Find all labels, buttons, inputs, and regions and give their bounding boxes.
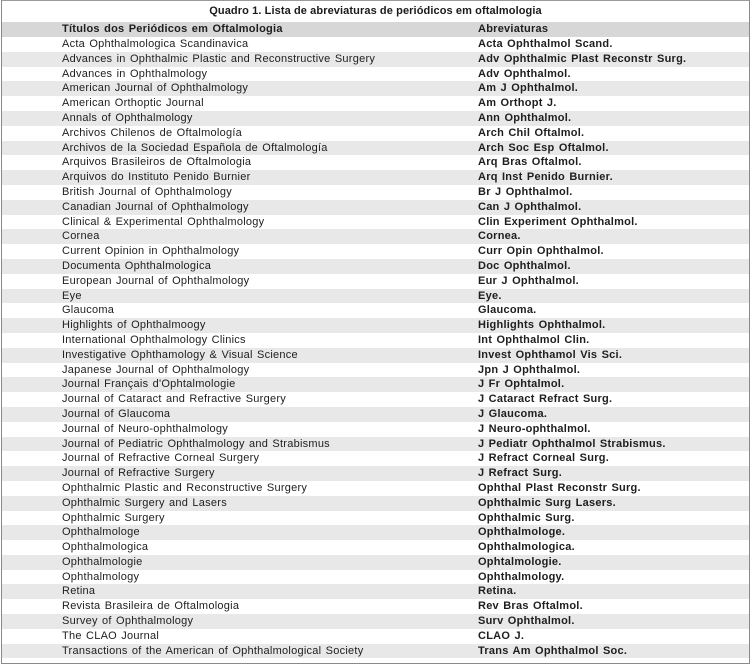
abbreviation-cell: J Glaucoma. <box>478 407 548 420</box>
abbreviation-cell: Jpn J Ophthalmol. <box>478 363 581 376</box>
table-row <box>2 289 749 304</box>
abbreviation-cell: Can J Ophthalmol. <box>478 200 582 213</box>
abbreviation-cell: Trans Am Ophthalmol Soc. <box>478 644 628 657</box>
journal-title-cell: Annals of Ophthalmology <box>62 111 193 124</box>
table-row <box>2 185 749 200</box>
abbreviation-cell: CLAO J. <box>478 629 525 642</box>
abbreviation-cell: J Cataract Refract Surg. <box>478 393 613 406</box>
table-row <box>2 570 749 585</box>
abbreviation-cell: Adv Ophthalmic Plast Reconstr Surg. <box>478 52 687 65</box>
journal-title-cell: Survey of Ophthalmology <box>62 615 194 628</box>
journal-title-cell: Journal of Glaucoma <box>62 407 171 420</box>
journal-title-cell: Journal of Cataract and Refractive Surgery <box>62 393 286 406</box>
table-row <box>2 555 749 570</box>
table-row <box>2 437 749 452</box>
journal-title-cell: Ophthalmologie <box>62 555 143 568</box>
abbreviation-cell: Int Ophthalmol Clin. <box>478 333 590 346</box>
journal-title-cell: Advances in Ophthalmology <box>62 67 208 80</box>
journal-title-cell: Current Opinion in Ophthalmology <box>62 245 240 258</box>
journal-title-cell: Ophthalmologica <box>62 541 149 554</box>
table-row <box>2 81 749 96</box>
journal-title-cell: Clinical & Experimental Ophthalmology <box>62 215 265 228</box>
table-row <box>2 363 749 378</box>
table-row <box>2 540 749 555</box>
journal-title-cell: Advances in Ophthalmic Plastic and Reconstructive Surgery <box>62 52 376 65</box>
table-row <box>2 392 749 407</box>
table-row <box>2 274 749 289</box>
abbreviation-cell: Acta Ophthalmol Scand. <box>478 38 613 50</box>
abbreviation-cell: Invest Ophthamol Vis Sci. <box>478 348 623 361</box>
table-row <box>2 126 749 141</box>
abbreviation-cell: J Fr Ophtalmol. <box>478 378 565 391</box>
table-row <box>2 481 749 496</box>
table-row <box>2 170 749 185</box>
table-row <box>2 333 749 348</box>
abbreviation-cell: Ophthalmologe. <box>478 526 566 539</box>
table-row <box>2 451 749 466</box>
table-body <box>2 37 749 658</box>
abbreviation-cell: Retina. <box>478 585 517 598</box>
journal-title-cell: Glaucoma <box>62 304 115 317</box>
journal-title-cell: American Orthoptic Journal <box>62 97 204 110</box>
journal-title-cell: Retina <box>62 585 96 598</box>
journal-title-cell: Cornea <box>62 230 100 243</box>
journal-title-cell: Arquivos Brasileiros de Oftalmologia <box>62 156 252 169</box>
table-row <box>2 37 749 52</box>
table-row <box>2 52 749 67</box>
journal-title-cell: Ophthalmic Surgery <box>62 511 165 524</box>
abbreviation-cell: Rev Bras Oftalmol. <box>478 600 583 613</box>
abbreviation-cell: Ophthalmologica. <box>478 541 575 554</box>
journal-title-cell: Ophthalmology <box>62 570 140 583</box>
abbreviation-cell: Arch Chil Oftalmol. <box>478 126 585 139</box>
table-row <box>2 318 749 333</box>
abbreviation-cell: Ophtalmologie. <box>478 555 562 568</box>
column-header-titles: Títulos dos Periódicos em Oftalmologia <box>62 23 283 35</box>
journal-title-cell: Ophthalmic Surgery and Lasers <box>62 496 227 509</box>
journal-title-cell: European Journal of Ophthalmology <box>62 274 250 287</box>
abbreviation-cell: Glaucoma. <box>478 304 537 317</box>
table-row <box>2 111 749 126</box>
journal-title-cell: Acta Ophthalmologica Scandinavica <box>62 38 249 50</box>
journal-title-cell: Ophthalmologe <box>62 526 140 539</box>
table-row <box>2 259 749 274</box>
abbreviation-cell: Ophthalmic Surg. <box>478 511 575 524</box>
journal-title-cell: Transactions of the American of Ophthalmological Society <box>62 644 364 657</box>
journal-title-cell: The CLAO Journal <box>62 629 160 642</box>
journal-title-cell: Investigative Ophthamology & Visual Science <box>62 348 298 361</box>
journal-title-cell: American Journal of Ophthalmology <box>62 82 249 95</box>
abbreviation-cell: Eur J Ophthalmol. <box>478 274 579 287</box>
abbreviation-cell: Eye. <box>478 289 502 302</box>
abbreviation-cell: Arch Soc Esp Oftalmol. <box>478 141 609 154</box>
table-row <box>2 422 749 437</box>
abbreviation-cell: Highlights Ophthalmol. <box>478 319 606 332</box>
journal-title-cell: Ophthalmic Plastic and Reconstructive Surgery <box>62 481 308 494</box>
table-row <box>2 496 749 511</box>
abbreviation-cell: Clin Experiment Ophthalmol. <box>478 215 638 228</box>
journal-title-cell: Canadian Journal of Ophthalmology <box>62 200 249 213</box>
table-row <box>2 303 749 318</box>
journal-title-cell: Revista Brasileira de Oftalmologia <box>62 600 240 613</box>
table-row <box>2 155 749 170</box>
abbreviation-cell: J Refract Surg. <box>478 467 562 480</box>
abbreviation-cell: Doc Ophthalmol. <box>478 259 571 272</box>
abbreviation-cell: Am J Ophthalmol. <box>478 82 579 95</box>
abbreviation-cell: Ophthal Plast Reconstr Surg. <box>478 481 641 494</box>
table-row <box>2 215 749 230</box>
abbreviations-table <box>2 22 749 658</box>
abbreviation-cell: Ophthalmology. <box>478 570 565 583</box>
table-row <box>2 599 749 614</box>
table-row <box>2 244 749 259</box>
journal-title-cell: Documenta Ophthalmologica <box>62 259 212 272</box>
abbreviation-cell: J Neuro-ophthalmol. <box>478 422 591 435</box>
abbreviation-cell: Ann Ophthalmol. <box>478 111 572 124</box>
table-row <box>2 644 749 659</box>
table-row <box>2 614 749 629</box>
journal-title-cell: International Ophthalmology Clinics <box>62 333 246 346</box>
table-row <box>2 407 749 422</box>
abbreviation-cell: J Pediatr Ophthalmol Strabismus. <box>478 437 666 450</box>
abbreviation-cell: Ophthalmic Surg Lasers. <box>478 496 616 509</box>
abbreviation-cell: Arq Inst Penido Burnier. <box>478 171 613 184</box>
table-row <box>2 67 749 82</box>
journal-title-cell: British Journal of Ophthalmology <box>62 185 232 198</box>
table-row <box>2 629 749 644</box>
journal-title-cell: Journal of Pediatric Ophthalmology and Strabismus <box>62 437 330 450</box>
table-row <box>2 96 749 111</box>
abbreviation-cell: J Refract Corneal Surg. <box>478 452 610 465</box>
table-row <box>2 141 749 156</box>
table-row <box>2 511 749 526</box>
abbreviation-cell: Am Orthopt J. <box>478 97 557 110</box>
abbreviation-cell: Arq Bras Oftalmol. <box>478 156 582 169</box>
table-row <box>2 466 749 481</box>
journal-title-cell: Eye <box>62 289 82 302</box>
journal-title-cell: Archivos de la Sociedad Española de Oftalmología <box>62 141 328 154</box>
journal-title-cell: Archivos Chilenos de Oftalmología <box>62 126 242 139</box>
table-row <box>2 584 749 599</box>
journal-title-cell: Journal of Refractive Surgery <box>62 467 215 480</box>
table-header-row <box>2 22 749 37</box>
table-row <box>2 229 749 244</box>
table-row <box>2 200 749 215</box>
journal-title-cell: Journal of Refractive Corneal Surgery <box>62 452 260 465</box>
abbreviation-cell: Br J Ophthalmol. <box>478 185 573 198</box>
journal-title-cell: Journal of Neuro-ophthalmology <box>62 422 229 435</box>
column-header-abbreviations: Abreviaturas <box>478 23 549 35</box>
journal-title-cell: Journal Français d'Ophtalmologie <box>62 378 236 391</box>
table-caption: Quadro 1. Lista de abreviaturas de periódicos em oftalmologia <box>209 5 542 17</box>
journal-title-cell: Highlights of Ophthalmoogy <box>62 319 206 332</box>
table-row <box>2 348 749 363</box>
abbreviation-cell: Adv Ophthalmol. <box>478 67 571 80</box>
table-frame <box>1 0 750 664</box>
table-row <box>2 525 749 540</box>
abbreviation-cell: Curr Opin Ophthalmol. <box>478 245 604 258</box>
table-row <box>2 377 749 392</box>
abbreviation-cell: Surv Ophthalmol. <box>478 615 575 628</box>
journal-title-cell: Arquivos do Instituto Penido Burnier <box>62 171 251 184</box>
journal-title-cell: Japanese Journal of Ophthalmology <box>62 363 250 376</box>
abbreviation-cell: Cornea. <box>478 230 521 243</box>
